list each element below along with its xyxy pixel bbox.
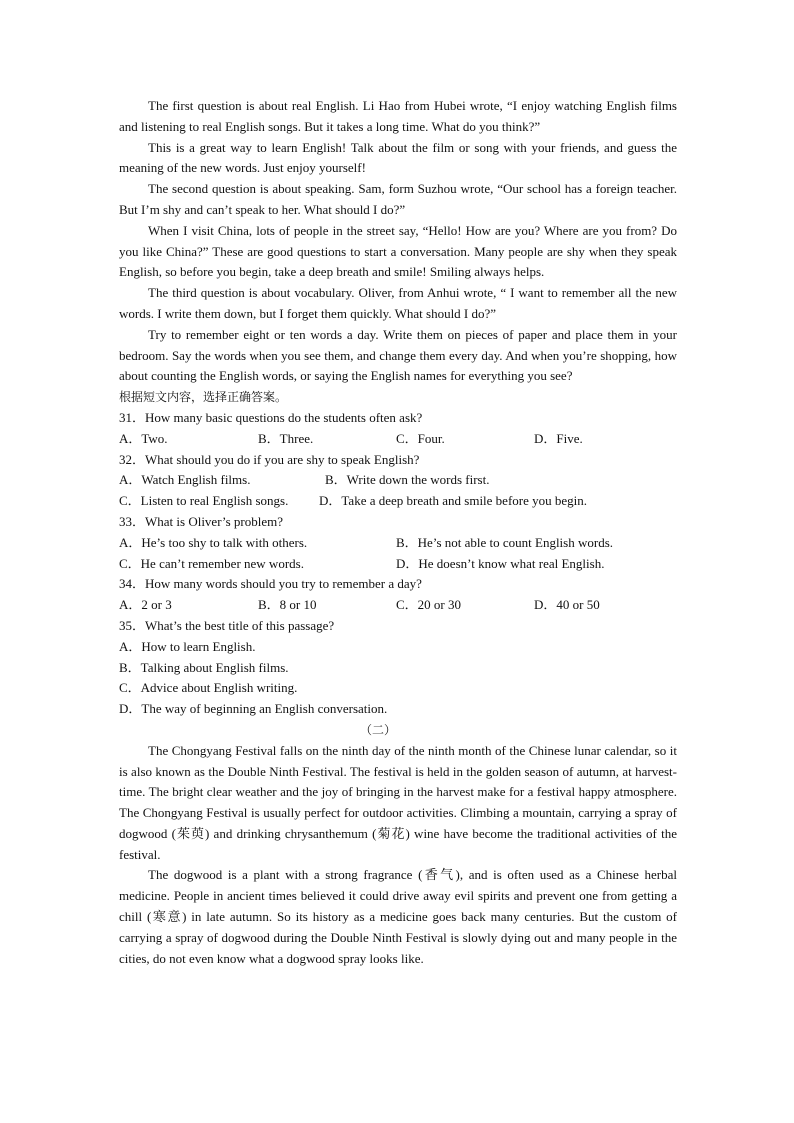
option-31-d: D．Five. xyxy=(534,430,583,446)
option-32-a: A．Watch English films. xyxy=(119,472,251,488)
option-33-c: C．He can’t remember new words. xyxy=(119,555,304,571)
passage2-paragraph-2: The dogwood is a plant with a strong fragrance (香气), and is often used as a Chinese herbal medicine. People in ancient times believed it could drive away evil spirits and prevent one from getting a chill (寒意) in late autumn. So its history as a medicine goes back many centuries. But the custom of carrying a spray of dogwood during the Double Ninth Festival is slowly dying out and many people in the cities, do not even know what a dogwood spray looks like. xyxy=(119,867,677,966)
question-35-stem: 35．What’s the best title of this passage? xyxy=(119,617,335,633)
option-34-d: D．40 or 50 xyxy=(534,597,600,613)
passage1-paragraph-1: The first question is about real English. Li Hao from Hubei wrote, “I enjoy watching English films and listening to real English songs. But it takes a long time. What do you think?” xyxy=(119,98,677,134)
passage1-paragraph-5: The third question is about vocabulary. Oliver, from Anhui wrote, “ I want to remember all the new words. I write them down, but I forget them quickly. What should I do?” xyxy=(119,285,677,321)
question-33-options-row-2 xyxy=(119,554,677,575)
option-33-b: B．He’s not able to count English words. xyxy=(396,534,614,550)
worksheet-page xyxy=(119,96,677,969)
option-32-b: B．Write down the words first. xyxy=(325,472,490,488)
question-32-options-row-2 xyxy=(119,491,677,512)
option-33-a: A．He’s too shy to talk with others. xyxy=(119,534,308,550)
option-31-b: B．Three. xyxy=(258,430,314,446)
question-31-options xyxy=(119,429,677,450)
passage1-paragraph-4: When I visit China, lots of people in the street say, “Hello! How are you? Where are you from? Do you like China?” These are good questions to start a conversation. Many people are shy when they speak English, so before you begin, take a deep breath and smile! Smiling always helps. xyxy=(119,222,677,280)
option-33-d: D．He doesn’t know what real English. xyxy=(396,555,605,571)
passage1-paragraph-3: The second question is about speaking. Sam, form Suzhou wrote, “Our school has a foreign teacher. But I’m shy and can’t speak to her. What should I do?” xyxy=(119,181,677,217)
passage1-paragraph-6: Try to remember eight or ten words a day. Write them on pieces of paper and place them in your bedroom. Say the words when you see them, and change them every day. And when you’re shopping, how about counting the English words, or saying the English names for everything you see? xyxy=(119,326,677,384)
option-34-b: B．8 or 10 xyxy=(258,597,317,613)
question-32-options-row-1 xyxy=(119,470,677,491)
option-32-d: D．Take a deep breath and smile before you begin. xyxy=(319,493,588,509)
option-31-a: A．Two. xyxy=(119,430,168,446)
section-heading-text: （二） xyxy=(359,722,396,737)
instruction-text: 根据短文内容，选择正确答案。 xyxy=(119,390,288,405)
option-35-c: C．Advice about English writing. xyxy=(119,680,298,696)
question-34-options xyxy=(119,595,677,616)
question-34-stem: 34．How many words should you try to remember a day? xyxy=(119,576,422,592)
passage2-paragraph-1: The Chongyang Festival falls on the ninth day of the ninth month of the Chinese lunar calendar, so it is also known as the Double Ninth Festival. The festival is held in the golden season of autumn, at harvest-time. The bright clear weather and the joy of bringing in the harvest make for a festival happy atmosphere. The Chongyang Festival is usually perfect for outdoor activities. Climbing a mountain, carrying a spray of dogwood (茱萸) and drinking chrysanthemum (菊花) wine have become the traditional activities of the festival. xyxy=(119,742,677,862)
question-33-options-row-1 xyxy=(119,533,677,554)
passage1-paragraph-2: This is a great way to learn English! Talk about the film or song with your friends, and guess the meaning of the new words. Just enjoy yourself! xyxy=(119,139,677,176)
option-35-d: D．The way of beginning an English conversation. xyxy=(119,701,388,717)
question-32-stem: 32．What should you do if you are shy to speak English? xyxy=(119,451,420,467)
option-34-a: A．2 or 3 xyxy=(119,597,172,613)
question-31-stem: 31．How many basic questions do the students often ask? xyxy=(119,409,423,425)
question-33-stem: 33．What is Oliver’s problem? xyxy=(119,513,284,529)
section-heading xyxy=(119,720,677,741)
option-32-c: C．Listen to real English songs. xyxy=(119,493,289,509)
option-35-a: A．How to learn English. xyxy=(119,638,256,654)
option-31-c: C．Four. xyxy=(396,430,445,446)
option-35-b: B．Talking about English films. xyxy=(119,659,289,675)
option-34-c: C．20 or 30 xyxy=(396,597,462,613)
